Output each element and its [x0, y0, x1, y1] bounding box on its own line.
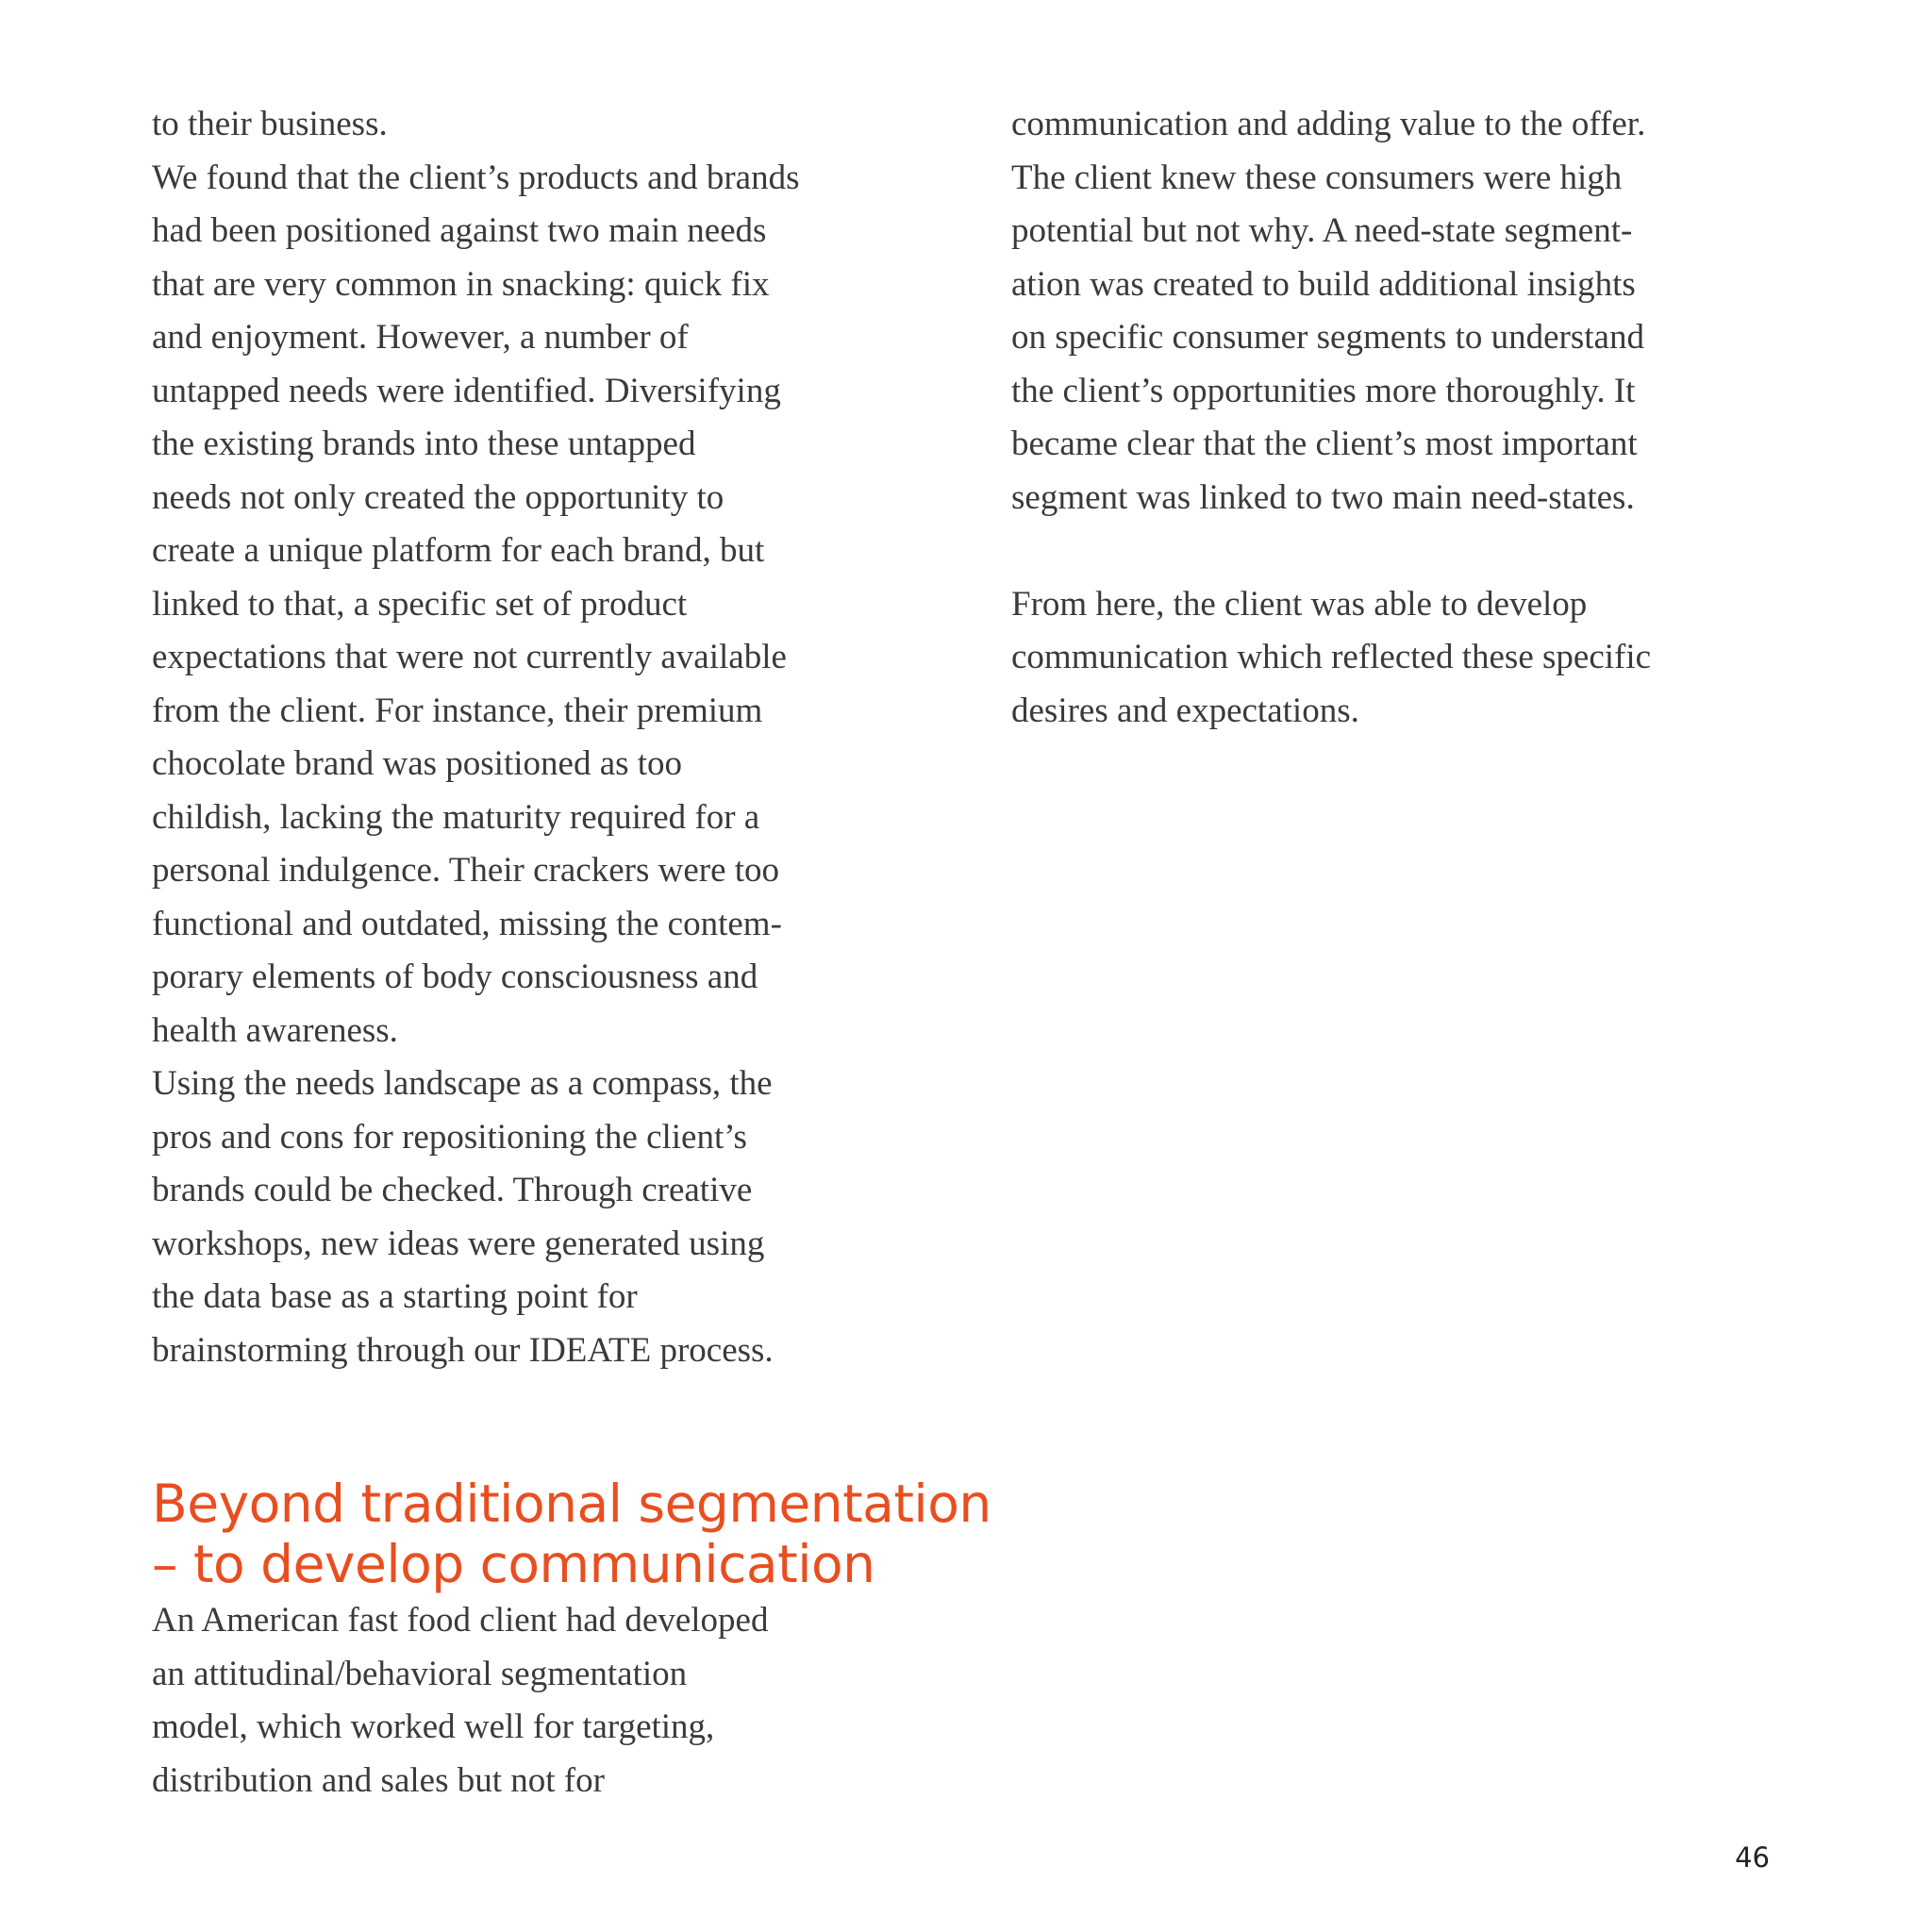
text-line: create a unique platform for each brand, but	[152, 531, 765, 570]
text-line: functional and outdated, missing the contem-	[152, 904, 782, 943]
text-line: communication which reflected these specific	[1011, 638, 1652, 676]
text-line: workshops, new ideas were generated using	[152, 1224, 765, 1263]
text-line: brainstorming through our IDEATE process.	[152, 1330, 774, 1370]
text-line: childish, lacking the maturity required for a	[152, 797, 760, 837]
left-column-text	[152, 98, 1039, 1377]
text-line: and enjoyment. However, a number of	[152, 318, 689, 357]
page-number: 46	[1735, 1841, 1770, 1874]
text-line: personal indulgence. Their crackers were too	[152, 851, 780, 890]
text-line: communication and adding value to the offer.	[1011, 105, 1646, 143]
text-line: the client’s opportunities more thoroughly. It	[1011, 371, 1636, 410]
text-line: an attitudinal/behavioral segmentation	[152, 1654, 688, 1693]
text-line: had been positioned against two main needs	[152, 211, 767, 250]
text-line: potential but not why. A need-state segment-	[1011, 211, 1633, 250]
text-line: from the client. For instance, their premium	[152, 691, 763, 730]
section-heading	[152, 1474, 1039, 1594]
text-line: porary elements of body consciousness and	[152, 958, 758, 996]
text-line: needs not only created the opportunity to	[152, 477, 724, 517]
text-line: ation was created to build additional insights	[1011, 264, 1636, 304]
text-line: linked to that, a specific set of product	[152, 584, 688, 624]
heading-line: Beyond traditional segmentation	[152, 1473, 991, 1534]
text-line: brands could be checked. Through creative	[152, 1171, 753, 1209]
right-column-text	[1011, 98, 1823, 738]
text-line: to their business.	[152, 105, 388, 143]
text-line: the existing brands into these untapped	[152, 425, 696, 463]
text-line: untapped needs were identified. Diversifying	[152, 371, 781, 410]
section-body-text	[152, 1594, 1039, 1807]
text-line: that are very common in snacking: quick fix	[152, 264, 770, 304]
heading-line: – to develop communication	[152, 1533, 875, 1594]
text-line: An American fast food client had developed	[152, 1601, 769, 1640]
text-line: chocolate brand was positioned as too	[152, 744, 683, 783]
text-line: We found that the client’s products and brands	[152, 158, 800, 197]
text-line: the data base as a starting point for	[152, 1277, 638, 1316]
text-line: health awareness.	[152, 1010, 398, 1050]
text-line: on specific consumer segments to understand	[1011, 318, 1644, 357]
text-line: segment was linked to two main need-states.	[1011, 477, 1635, 517]
paragraph-spacer	[1011, 525, 1823, 578]
text-line: Using the needs landscape as a compass, the	[152, 1064, 773, 1103]
text-line: From here, the client was able to develop	[1011, 584, 1588, 624]
text-line: The client knew these consumers were high	[1011, 158, 1623, 197]
text-line: expectations that were not currently available	[152, 638, 787, 676]
text-line: model, which worked well for targeting,	[152, 1707, 715, 1746]
text-line: pros and cons for repositioning the client’s	[152, 1117, 747, 1157]
text-line: became clear that the client’s most important	[1011, 425, 1638, 463]
text-line: desires and expectations.	[1011, 691, 1359, 730]
text-line: distribution and sales but not for	[152, 1760, 605, 1800]
